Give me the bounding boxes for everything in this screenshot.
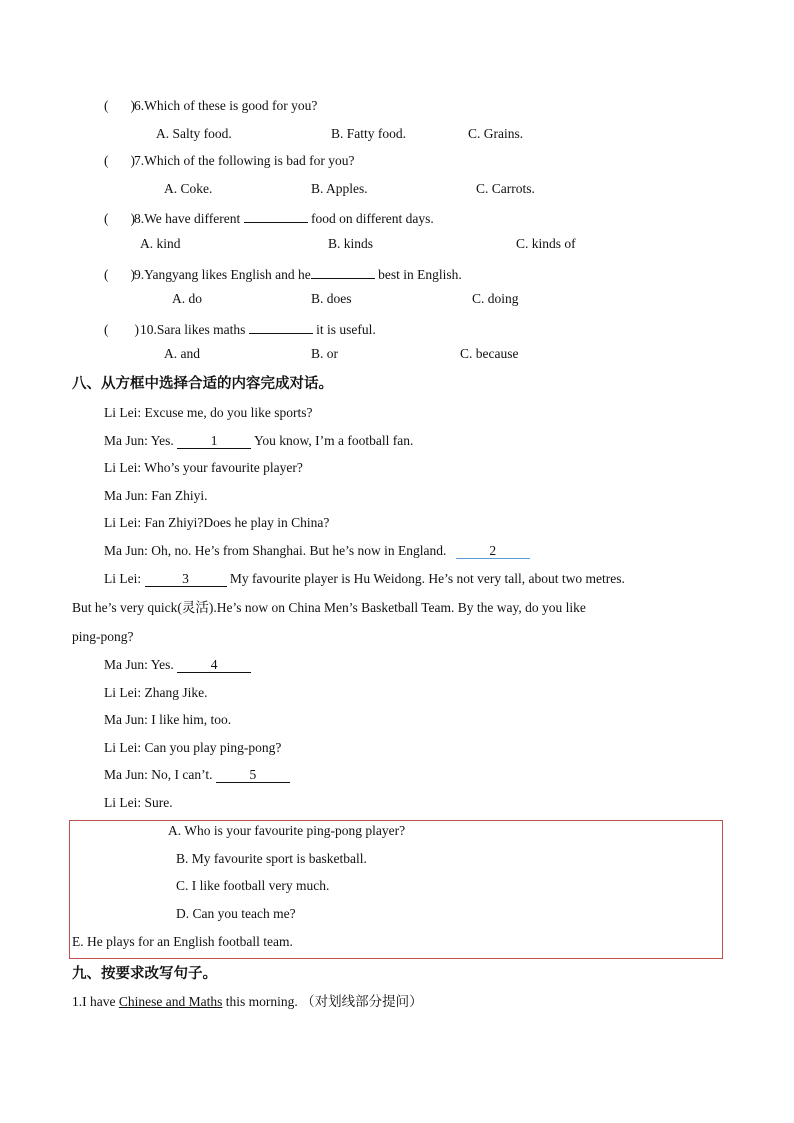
dialogue-line: Ma Jun: No, I can’t. 5 — [104, 766, 290, 784]
answer-paren: ( ) — [104, 211, 135, 226]
question-stem-post: food on different days. — [311, 211, 434, 226]
dialogue-line: Li Lei: Sure. — [104, 795, 173, 810]
underlined-phrase: Chinese and Maths — [118, 994, 223, 1009]
dialogue-blank-2[interactable]: 2 — [456, 543, 530, 559]
question-stem-post: it is useful. — [316, 322, 376, 337]
box-option-d: D. Can you teach me? — [176, 906, 296, 921]
dialogue-blank-4[interactable]: 4 — [177, 657, 251, 673]
option-a: A. and — [164, 346, 200, 361]
option-a: A. Salty food. — [156, 126, 232, 141]
option-b: B. kinds — [328, 236, 374, 251]
question-10 — [104, 318, 376, 339]
dialogue-line: ping-pong? — [72, 629, 134, 644]
question-stem: 7.Which of the following is bad for you? — [134, 153, 355, 168]
dialogue-blank-3[interactable]: 3 — [145, 571, 227, 587]
dialogue-blank-5[interactable]: 5 — [216, 767, 290, 783]
question-stem-post: best in English. — [378, 267, 462, 282]
question-6 — [104, 97, 317, 115]
option-b: B. or — [311, 346, 338, 361]
dialogue-line: Ma Jun: I like him, too. — [104, 712, 232, 727]
question-stem-pre: 10.Sara likes maths — [140, 322, 246, 337]
dialogue-line: Li Lei: Fan Zhiyi?Does he play in China? — [104, 515, 330, 530]
answer-paren: ( ) — [104, 98, 135, 113]
dialogue-line: Ma Jun: Fan Zhiyi. — [104, 488, 208, 503]
option-c: C. doing — [472, 291, 519, 306]
dialogue-line: Li Lei: Excuse me, do you like sports? — [104, 405, 313, 420]
option-b: B. does — [311, 291, 352, 306]
option-c: C. Carrots. — [476, 181, 535, 196]
dialogue-line: Ma Jun: Oh, no. He’s from Shanghai. But he’s now in England. 2 — [104, 542, 530, 560]
option-c: C. because — [460, 346, 519, 361]
answer-paren: ( ) — [104, 153, 135, 168]
answer-paren: ( ) — [104, 322, 139, 337]
dialogue-line: Li Lei: Can you play ping-pong? — [104, 740, 282, 755]
question-9 — [104, 263, 462, 284]
answer-paren: ( ) — [104, 267, 135, 282]
dialogue-blank-1[interactable]: 1 — [177, 433, 251, 449]
option-a: A. Coke. — [164, 181, 213, 196]
question-8 — [104, 207, 434, 228]
answer-blank[interactable] — [311, 263, 375, 279]
dialogue-line: Ma Jun: Yes. 1 You know, I’m a football fan. — [104, 433, 414, 448]
dialogue-line: Li Lei: Who’s your favourite player? — [104, 460, 303, 475]
option-a: A. kind — [140, 236, 181, 251]
answer-blank[interactable] — [244, 207, 308, 223]
dialogue-line: Li Lei: 3 My favourite player is Hu Weidong. He’s not very tall, about two metres. — [104, 571, 625, 586]
option-c: C. Grains. — [468, 126, 524, 141]
box-option-b: B. My favourite sport is basketball. — [176, 851, 367, 866]
box-option-a: A. Who is your favourite ping-pong player? — [168, 823, 406, 838]
question-stem: 6.Which of these is good for you? — [134, 98, 318, 113]
answer-blank[interactable] — [249, 318, 313, 334]
dialogue-line: But he’s very quick(灵活).He’s now on China Men’s Basketball Team. By the way, do you like — [72, 600, 586, 615]
dialogue-line: Li Lei: Zhang Jike. — [104, 685, 208, 700]
option-a: A. do — [172, 291, 202, 306]
box-option-c: C. I like football very much. — [176, 878, 330, 893]
option-c: C. kinds of — [516, 236, 576, 251]
question-7 — [104, 152, 354, 170]
dialogue-line: Ma Jun: Yes. 4 — [104, 656, 251, 674]
rewrite-question-1: 1.I have Chinese and Maths this morning. （对划线部分提问） — [72, 994, 423, 1009]
question-stem-pre: 9.Yangyang likes English and he — [134, 267, 311, 282]
section-9-heading: 九、按要求改写句子。 — [72, 966, 217, 982]
option-b: B. Fatty food. — [331, 126, 407, 141]
section-8-heading: 八、从方框中选择合适的内容完成对话。 — [72, 376, 333, 392]
question-stem-pre: 8.We have different — [134, 211, 241, 226]
option-b: B. Apples. — [311, 181, 368, 196]
box-option-e: E. He plays for an English football team. — [72, 934, 293, 949]
